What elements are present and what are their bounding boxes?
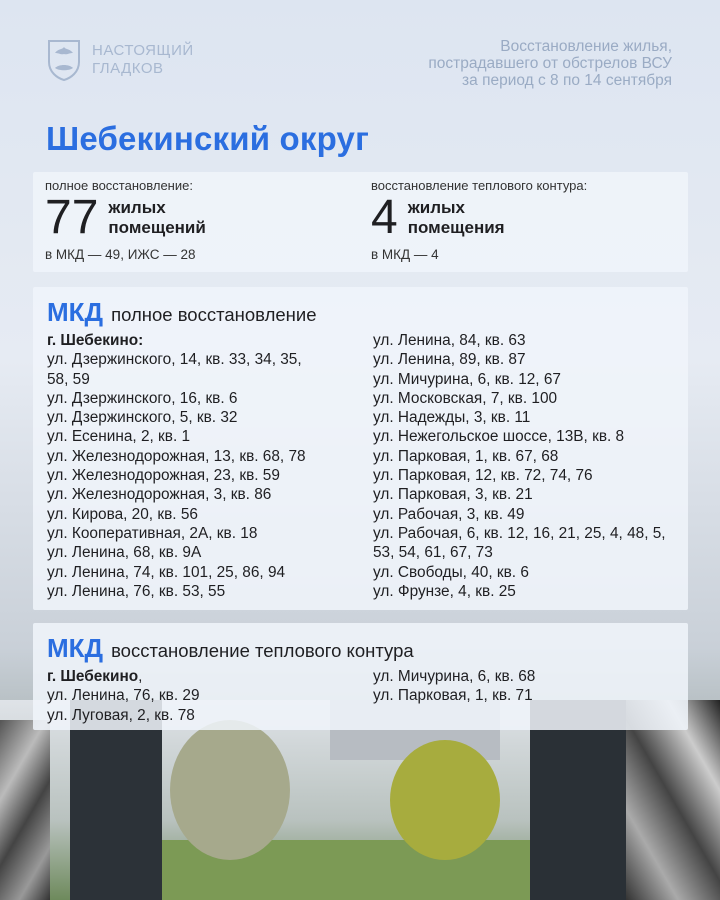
list-item: ул. Железнодорожная, 3, кв. 86 [47, 486, 272, 504]
list-item: ул. Парковая, 12, кв. 72, 74, 76 [373, 467, 593, 485]
period-line-2: пострадавшего от обстрелов ВСУ [428, 55, 672, 72]
list-item: ул. Парковая, 1, кв. 71 [373, 687, 533, 705]
list-item: ул. Ленина, 76, кв. 53, 55 [47, 582, 226, 600]
list-item: 58, 59 [47, 370, 90, 388]
city-name: г. Шебекино [47, 668, 139, 685]
section-heading-text: восстановление теплового контура [111, 640, 414, 661]
list-item: ул. Парковая, 3, кв. 21 [373, 486, 533, 504]
list-item: ул. Ленина, 89, кв. 87 [373, 351, 526, 369]
list-item: 53, 54, 61, 67, 73 [373, 544, 493, 562]
list-item: ул. Фрунзе, 4, кв. 25 [373, 582, 516, 600]
address-column-right [373, 331, 666, 601]
section-heading-mkd: МКД [47, 633, 104, 663]
stat-breakdown: в МКД — 4 [371, 247, 439, 262]
list-item: ул. Железнодорожная, 23, кв. 59 [47, 467, 280, 485]
logo-line-2: ГЛАДКОВ [92, 60, 164, 77]
list-item: ул. Надежды, 3, кв. 11 [373, 409, 531, 427]
list-item: ул. Есенина, 2, кв. 1 [47, 428, 191, 446]
thermal-restoration-card [33, 623, 688, 730]
city-name: г. Шебекино: [47, 332, 144, 349]
list-item: ул. Дзержинского, 14, кв. 33, 34, 35, [47, 351, 302, 369]
stat-thermal-restoration [371, 178, 587, 262]
coat-of-arms-icon [46, 38, 82, 82]
stat-label: восстановление теплового контура: [371, 178, 588, 193]
city-suffix: , [138, 668, 143, 685]
address-column-right [373, 667, 535, 706]
header-logo [46, 38, 194, 82]
list-item: ул. Железнодорожная, 13, кв. 68, 78 [47, 447, 306, 465]
stat-number: 77 [45, 191, 99, 244]
list-item: ул. Свободы, 40, кв. 6 [373, 563, 529, 581]
section-heading-text: полное восстановление [111, 304, 317, 325]
background-photo [0, 700, 720, 900]
stat-number: 4 [371, 191, 398, 244]
section-heading-mkd: МКД [47, 297, 104, 327]
address-column-left [47, 331, 306, 601]
stat-unit-line-1: жилых [407, 198, 465, 217]
list-item: ул. Ленина, 68, кв. 9А [47, 544, 202, 562]
list-item: ул. Мичурина, 6, кв. 68 [373, 668, 536, 685]
list-item: ул. Парковая, 1, кв. 67, 68 [373, 447, 559, 465]
list-item: ул. Ленина, 84, кв. 63 [373, 332, 526, 349]
list-item: ул. Дзержинского, 5, кв. 32 [47, 409, 238, 427]
stats-card [33, 172, 688, 272]
list-item: ул. Московская, 7, кв. 100 [373, 389, 558, 407]
list-item: ул. Мичурина, 6, кв. 12, 67 [373, 370, 561, 388]
list-item: ул. Кирова, 20, кв. 56 [47, 505, 198, 523]
list-item: ул. Кооперативная, 2А, кв. 18 [47, 524, 258, 542]
list-item: ул. Ленина, 74, кв. 101, 25, 86, 94 [47, 563, 286, 581]
period-line-1: Восстановление жилья, [500, 38, 672, 55]
stat-full-restoration [45, 178, 206, 262]
period-line-3: за период с 8 по 14 сентября [462, 72, 672, 89]
list-item: ул. Нежегольское шоссе, 13В, кв. 8 [373, 428, 625, 446]
stat-unit-line-2: помещений [108, 218, 206, 237]
address-column-left [47, 667, 200, 725]
full-restoration-card [33, 287, 688, 610]
list-item: ул. Ленина, 76, кв. 29 [47, 687, 200, 705]
list-item: ул. Дзержинского, 16, кв. 6 [47, 389, 238, 407]
stat-label: полное восстановление: [45, 178, 193, 193]
page-title: Шебекинский округ [46, 120, 370, 157]
logo-line-1: НАСТОЯЩИЙ [92, 42, 194, 59]
stat-breakdown: в МКД — 49, ИЖС — 28 [45, 247, 196, 262]
list-item: ул. Рабочая, 3, кв. 49 [373, 505, 525, 523]
period-description [428, 38, 672, 89]
stat-unit-line-2: помещения [407, 218, 505, 237]
list-item: ул. Луговая, 2, кв. 78 [47, 706, 195, 724]
stat-unit-line-1: жилых [108, 198, 166, 217]
list-item: ул. Рабочая, 6, кв. 12, 16, 21, 25, 4, 48, 5, [373, 524, 666, 542]
